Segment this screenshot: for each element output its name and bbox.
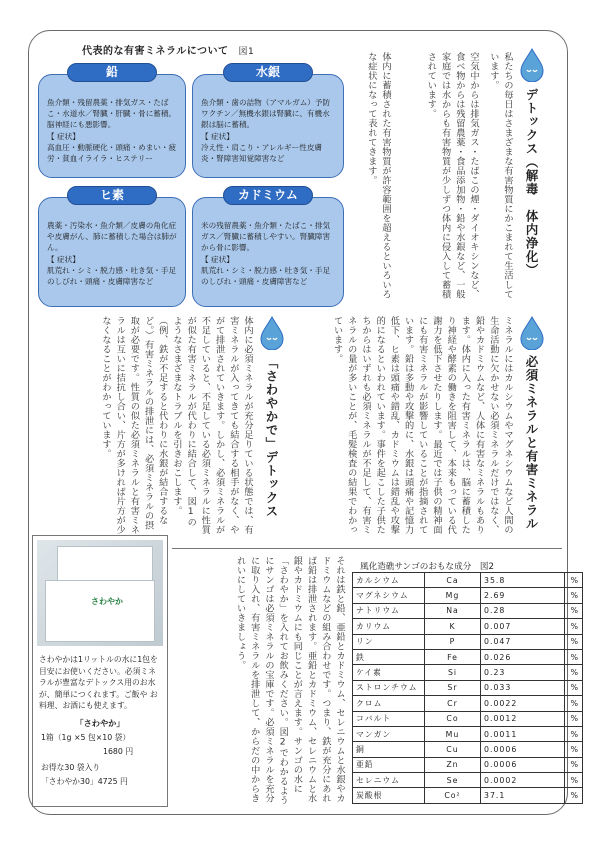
symptoms: 肌荒れ・シミ・脱力感・吐き気・手足のしびれ・頭痛・皮膚障害など [47, 265, 177, 287]
table-cell-name: リン [353, 634, 425, 649]
table-cell-name: セレニウム [353, 773, 425, 788]
table-row [353, 634, 583, 649]
table-cell-name: 炭酸根 [353, 788, 425, 803]
table-cell-name: マンガン [353, 726, 425, 741]
table-cell-sym: Co² [425, 788, 481, 803]
table-cell-val: 0.033 [481, 680, 565, 695]
product-name: 「さわやか」 [75, 718, 125, 728]
table-cell-val: 35.8 [481, 573, 565, 588]
table-cell-val: 0.0011 [481, 726, 565, 741]
table-cell-val: 2.69 [481, 588, 565, 603]
product-line2: お得な30 袋入り [41, 763, 101, 772]
table-cell-val: 0.026 [481, 649, 565, 664]
mineral-name: 鉛 [67, 63, 157, 82]
table-cell-val: 0.0012 [481, 711, 565, 726]
product-line1: 1箱（1g ×5 包×10 袋） [41, 733, 131, 742]
table-cell-unit: % [565, 696, 583, 711]
table-row [353, 603, 583, 618]
table-cell-val: 0.28 [481, 603, 565, 618]
detox-col2: 空気中からは排気ガス・たばこの煙・ダイオキシンなど、食べ物からは残留農薬・食品添加物・鉛や水銀など、一般家庭では水からも有害物質が少しずつ体内に侵入して蓄積されています。 [425, 52, 479, 299]
table-cell-unit: % [565, 603, 583, 618]
table-cell-val: 0.0006 [481, 742, 565, 757]
product-card [32, 535, 168, 807]
table-cell-sym: Mg [425, 588, 481, 603]
table-cell-name: ケイ素 [353, 665, 425, 680]
essential-heading: 必須ミネラルと有害ミネラル [524, 355, 539, 531]
mineral-text: 農薬・汚染水・魚介類／皮膚の角化症や皮膚がん、肺に蓄積した場合は肺がん。 [47, 221, 177, 253]
section-divider [172, 548, 562, 549]
table-row [353, 726, 583, 741]
mineral-name: 水銀 [223, 63, 313, 82]
table-cell-val: 37.1 [481, 788, 565, 803]
table-row [353, 619, 583, 634]
table-cell-sym: Cu [425, 742, 481, 757]
table-cell-unit: % [565, 788, 583, 803]
table-cell-unit: % [565, 634, 583, 649]
product-brand: さわやか [91, 597, 123, 606]
table-cell-val: 0.007 [481, 619, 565, 634]
mineral-name: カドミウム [223, 186, 313, 205]
table-cell-sym: Na [425, 603, 481, 618]
fig1-title: 代表的な有害ミネラルについて 図1 [82, 46, 255, 57]
table-cell-sym: Zn [425, 757, 481, 772]
table-cell-unit: % [565, 573, 583, 588]
table-cell-unit: % [565, 757, 583, 772]
table-row [353, 665, 583, 680]
table-row [353, 742, 583, 757]
table-cell-name: 銅 [353, 742, 425, 757]
table-row [353, 696, 583, 711]
detox-col3: 体内に蓄積された有害物質が許容範囲を超えるといろいろな症状になって表れてきます。 [365, 52, 391, 299]
mineral-name: ヒ素 [67, 186, 157, 205]
table-cell-name: カリウム [353, 619, 425, 634]
sawayaka-body: 体内に必須ミネラルが充分足りている状態では、有害ミネラルが入ってきても結合する相手がなく、やがて排泄されていきます。しかし、必須ミネラルが不足していると、不足している必須ミネラルに性質が似た有害ミネラルが代わりに結合して、図1のようなさまざまなトラブルを引きおこします。（例、鉄が不足すると代わりに水銀が結合するなど。）有害ミネラルの排泄には、必須ミネラルの摂取が必要です。性質の似た必須ミネラルと有害ミネラルは互いに拮抗し合い、片方が多ければ片方が少なくなることがわかっています。 [99, 316, 253, 535]
table-cell-val: 0.047 [481, 634, 565, 649]
table-cell-unit: % [565, 680, 583, 695]
table-cell-val: 0.23 [481, 665, 565, 680]
symptom-label: 【 症状】 [201, 131, 234, 141]
mineral-box-cadmium [192, 188, 344, 307]
product-line3: 「さわやか30」4725 円 [41, 777, 128, 786]
detox-col1: 私たちの毎日はさまざまな有害物質にかこまれて生活しています。 [487, 52, 513, 299]
mineral-text: 魚介類・残留農薬・排気ガス・たばこ・水道水／腎臓・肝臓・骨に蓄積。脳神経にも悪影響。 [47, 98, 177, 130]
table-cell-name: 鉄 [353, 649, 425, 664]
mineral-box-mercury [192, 65, 344, 178]
water-drop-icon [518, 316, 546, 350]
table-cell-sym: P [425, 634, 481, 649]
table-row [353, 588, 583, 603]
table-row [353, 711, 583, 726]
mineral-text: 米の残留農薬・魚介類・たばこ・排気ガス／腎臓に蓄積しやすい。腎臓障害から骨に影響。 [201, 221, 331, 253]
sawayaka-heading: 「さわやかで」デトックス [264, 356, 279, 518]
table-cell-name: ストロンチウム [353, 680, 425, 695]
symptom-label: 【 症状】 [47, 254, 80, 264]
table-cell-unit: % [565, 773, 583, 788]
symptom-label: 【 症状】 [47, 131, 80, 141]
table-row [353, 649, 583, 664]
table-cell-sym: Si [425, 665, 481, 680]
table-row [353, 773, 583, 788]
product-price1: 1680 円 [103, 747, 134, 756]
table-cell-unit: % [565, 619, 583, 634]
table-cell-unit: % [565, 711, 583, 726]
table-cell-sym: Mu [425, 726, 481, 741]
fig1-label: 図1 [238, 47, 255, 57]
fig2-title: 風化造礁サンゴのおもな成分 図2 [360, 562, 494, 572]
water-drop-icon [258, 316, 286, 350]
water-drop-icon [518, 48, 546, 82]
table-cell-unit: % [565, 649, 583, 664]
table-row [353, 573, 583, 588]
table-cell-name: マグネシウム [353, 588, 425, 603]
mineral-box-lead [38, 65, 186, 178]
table-row [353, 757, 583, 772]
table-cell-unit: % [565, 665, 583, 680]
mineral-box-arsenic [38, 188, 186, 307]
table-row [353, 680, 583, 695]
product-description: さわやかは1リットルの水に1包を目安にお使いください。必須ミネラルが豊富なデトックス用のお水が、簡単につくれます。ご飯や お料理、お酒にも使えます。 [39, 655, 158, 711]
table-cell-val: 0.0002 [481, 773, 565, 788]
essential-body: ミネラルにはカルシウムやマグネシウムなど人間の生命活動に欠かせない必須ミネラルだけではなく、鉛やカドミウムなど、人体に有害なミネラルもあります。体内に入った有害ミネラルは、脳に蓄積したり神経や酵素の働きを阻害して、本来もっている代謝力を低下させたりします。最近では子供の精神面にも有害ミネラルが影響していることが指摘されています。鉛は多動や攻撃的に、水銀は頭痛や記憶力低下、ヒ素は頭痛や錯乱、カドミウムは錯乱や攻撃的になるといわれています。事件を起こした子供たちからはいずれも必須ミネラルが不足して、有害ミネラルの量が多いことが、毛髪検査の結果でわかっています。 [331, 316, 513, 535]
symptoms: 高血圧・動脈硬化・頭痛・めまい・疲労・貧血イライラ・ヒステリー [47, 142, 177, 164]
coral-body: それは鉄と鉛、亜鉛とカドミウム、セレニウムと水銀やカドミウムなどの組み合わせです。つまり、鉄が充分にあれば鉛は排泄されます。亜鉛とカドミウム、セレニウムと水銀やカドミウムにも同じことが言えます。サンゴの水に「さわやか」を入れてお飲みください。図2でわかるようにサンゴは必須ミネラルの宝庫です。必須ミネラルを充分に取り入れ、有害ミネラルを排泄して、からだの中からきれいにしていきましょう。 [234, 556, 345, 805]
symptom-label: 【 症状】 [201, 254, 234, 264]
table-cell-name: ナトリウム [353, 603, 425, 618]
table-cell-unit: % [565, 742, 583, 757]
symptoms: 肌荒れ・シミ・脱力感・吐き気・手足のしびれ・頭痛・皮膚障害など [201, 265, 331, 287]
table-cell-sym: Sr [425, 680, 481, 695]
table-cell-val: 0.0022 [481, 696, 565, 711]
table-cell-unit: % [565, 726, 583, 741]
product-pack-front [45, 580, 155, 642]
table-cell-name: クロム [353, 696, 425, 711]
table-cell-name: カルシウム [353, 573, 425, 588]
table-row [353, 788, 583, 803]
table-cell-sym: Fe [425, 649, 481, 664]
fig2-table [352, 572, 583, 804]
mineral-text: 魚介類・歯の詰物（アマルガム）予防ワクチン／無機水銀は腎臓に、有機水銀は脳に蓄積。 [201, 98, 331, 130]
table-cell-sym: Cr [425, 696, 481, 711]
detox-heading: デトックス（解毒 体内浄化） [524, 88, 539, 277]
table-cell-sym: Se [425, 773, 481, 788]
table-cell-val: 0.0006 [481, 757, 565, 772]
table-cell-name: コバルト [353, 711, 425, 726]
table-cell-sym: Co [425, 711, 481, 726]
table-cell-sym: K [425, 619, 481, 634]
table-cell-sym: Ca [425, 573, 481, 588]
table-cell-unit: % [565, 588, 583, 603]
table-cell-name: 亜鉛 [353, 757, 425, 772]
product-image [37, 540, 163, 646]
symptoms: 冷え性・肩こり・アレルギー性皮膚炎・腎障害知覚障害など [201, 142, 323, 164]
